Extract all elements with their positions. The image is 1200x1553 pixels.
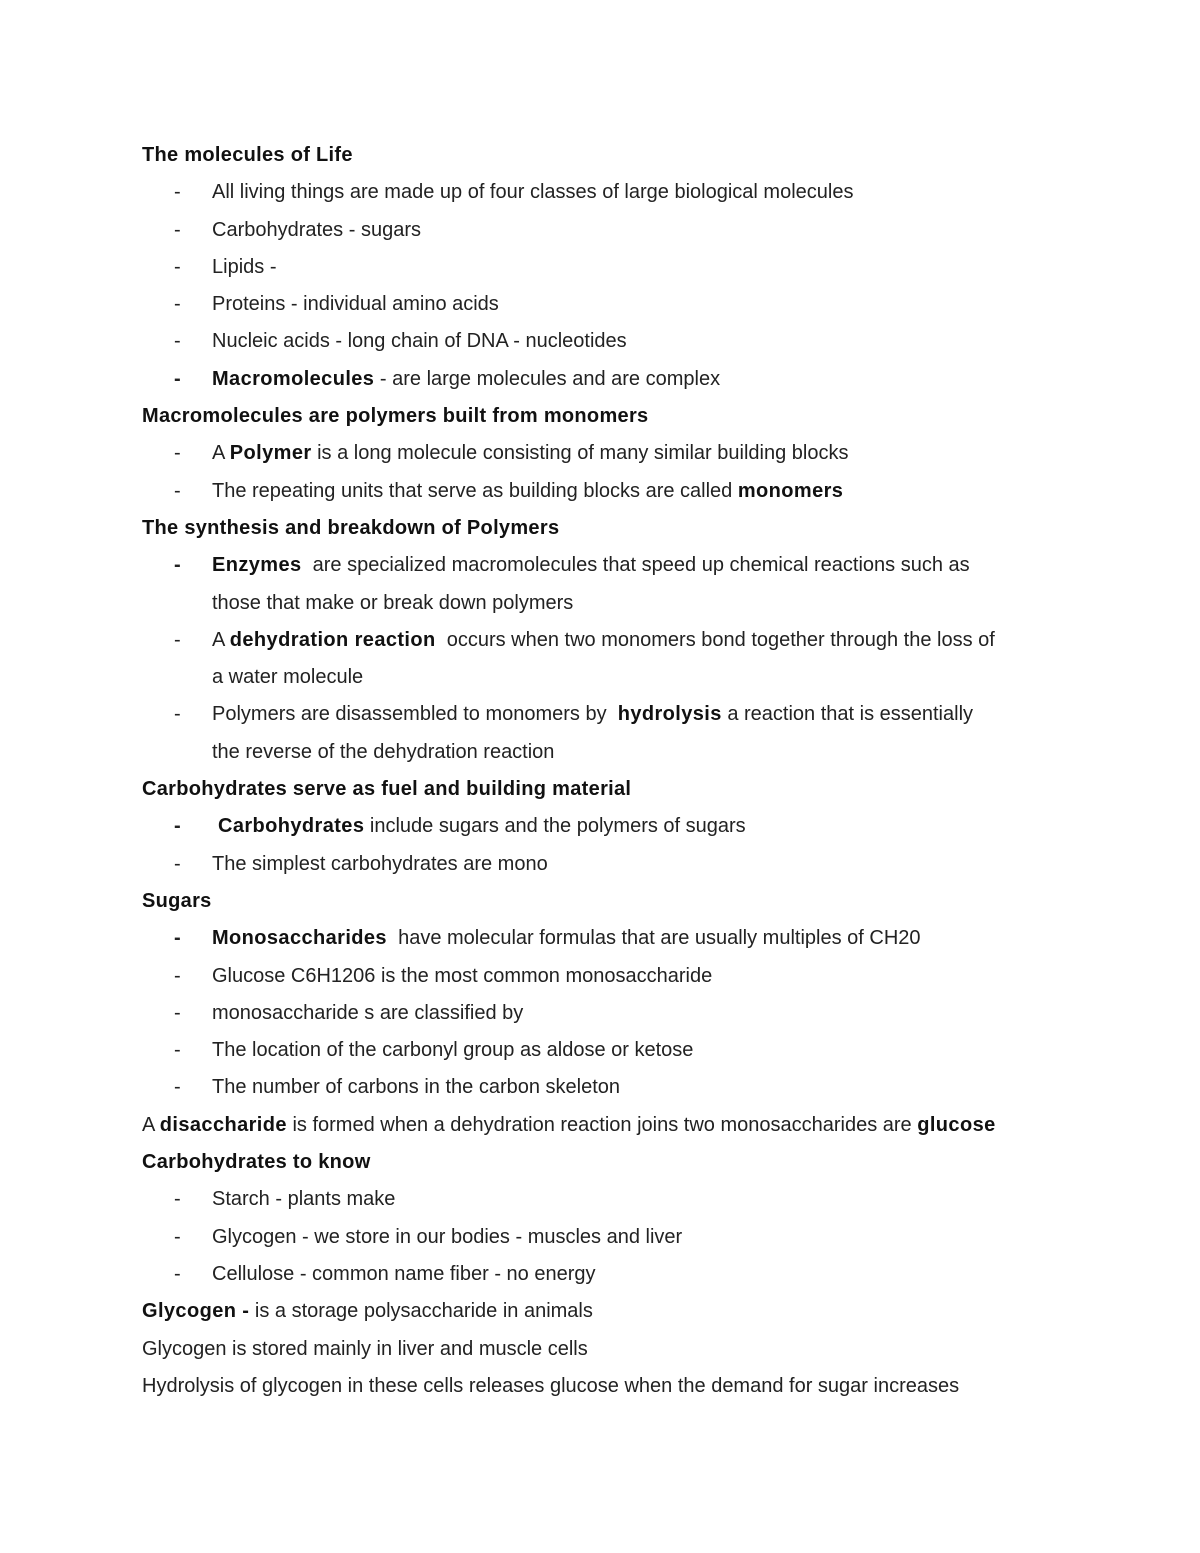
list-item: - Lipids -	[142, 249, 1072, 286]
list-item: - Glycogen - we store in our bodies - muscles and liver	[142, 1219, 1072, 1256]
bullet-dash: -	[174, 293, 181, 316]
bullet-dash: -	[174, 1262, 181, 1285]
bullet-dash: -	[174, 367, 181, 390]
bullet-dash: -	[174, 1188, 181, 1211]
heading-sugars: Sugars	[142, 889, 212, 912]
list-item: - The number of carbons in the carbon skeleton	[142, 1069, 1072, 1106]
bullet-dash: -	[174, 628, 181, 651]
term-glucose: glucose	[917, 1113, 996, 1136]
bullet-dash: -	[174, 1039, 181, 1062]
list-item: - All living things are made up of four classes of large biological molecules	[142, 174, 1072, 211]
term-disaccharide: disaccharide	[159, 1113, 287, 1136]
heading-polymers: Macromolecules are polymers built from monomers	[142, 405, 649, 428]
list-item-macromolecules: - Macromolecules - are large molecules and are complex	[142, 361, 1072, 398]
list-item-continuation: a water molecule	[212, 666, 364, 689]
list-item-hydrolysis: - Polymers are disassembled to monomers by hydrolysis a reaction that is essentially	[142, 696, 1072, 733]
term-glycogen: Glycogen -	[142, 1300, 250, 1323]
list-item-polymer: - A Polymer is a long molecule consisting of many similar building blocks	[142, 435, 1072, 472]
bullet-dash: -	[174, 181, 181, 204]
list-item: - The simplest carbohydrates are mono	[142, 846, 1072, 883]
bullet-dash: -	[174, 703, 181, 726]
list-item: - Carbohydrates - sugars	[142, 212, 1072, 249]
list-item-monomers: - The repeating units that serve as building blocks are called monomers	[142, 473, 1072, 510]
list-item-monosaccharides: - Monosaccharides have molecular formulas that are usually multiples of CH20	[142, 920, 1072, 957]
list-item-dehydration: - A dehydration reaction occurs when two monomers bond together through the loss of	[142, 622, 1072, 659]
bullet-dash: -	[174, 554, 181, 577]
term-dehydration-reaction: dehydration reaction	[229, 628, 436, 651]
document-body	[142, 137, 1072, 1405]
paragraph-disaccharide: A disaccharide is formed when a dehydration reaction joins two monosaccharides are glucose	[142, 1113, 996, 1136]
paragraph-glycogen: Glycogen - is a storage polysaccharide in animals	[142, 1300, 593, 1323]
heading-carbohydrates-fuel: Carbohydrates serve as fuel and building material	[142, 778, 632, 801]
list-item: - Nucleic acids - long chain of DNA - nucleotides	[142, 323, 1072, 360]
paragraph-line: Glycogen is stored mainly in liver and muscle cells	[142, 1337, 588, 1360]
term-polymer: Polymer	[229, 442, 312, 465]
list-item-continuation: those that make or break down polymers	[212, 591, 574, 614]
list-item: - Starch - plants make	[142, 1181, 1072, 1218]
list-item: - The location of the carbonyl group as aldose or ketose	[142, 1032, 1072, 1069]
paragraph-line: Hydrolysis of glycogen in these cells releases glucose when the demand for sugar increases	[142, 1374, 960, 1397]
list-item-continuation: the reverse of the dehydration reaction	[212, 740, 555, 763]
term-monomers: monomers	[737, 479, 844, 502]
bullet-dash: -	[174, 1225, 181, 1248]
bullet-dash: -	[174, 442, 181, 465]
bullet-dash: -	[174, 815, 181, 838]
bullet-dash: -	[174, 964, 181, 987]
list-item-enzymes: - Enzymes are specialized macromolecules that speed up chemical reactions such as	[142, 547, 1072, 584]
bullet-dash: -	[174, 255, 181, 278]
list-item-carbohydrates: - Carbohydrates include sugars and the polymers of sugars	[142, 808, 1072, 845]
list-item: - Cellulose - common name fiber - no energy	[142, 1256, 1072, 1293]
heading-carbohydrates-to-know: Carbohydrates to know	[142, 1151, 371, 1174]
term-macromolecules: Macromolecules	[212, 367, 375, 390]
term-monosaccharides: Monosaccharides	[212, 927, 387, 950]
bullet-dash: -	[174, 218, 181, 241]
term-enzymes: Enzymes	[212, 554, 302, 577]
list-item: - monosaccharide s are classified by	[142, 995, 1072, 1032]
bullet-dash: -	[174, 330, 181, 353]
heading-synthesis: The synthesis and breakdown of Polymers	[142, 516, 560, 539]
bullet-dash: -	[174, 1076, 181, 1099]
bullet-dash: -	[174, 479, 181, 502]
bullet-dash: -	[174, 1001, 181, 1024]
bullet-dash: -	[174, 927, 181, 950]
list-item: - Proteins - individual amino acids	[142, 286, 1072, 323]
bullet-dash: -	[174, 852, 181, 875]
term-carbohydrates: Carbohydrates	[218, 815, 365, 838]
list-item: - Glucose C6H1206 is the most common monosaccharide	[142, 958, 1072, 995]
heading-molecules-of-life: The molecules of Life	[142, 144, 353, 166]
term-hydrolysis: hydrolysis	[617, 703, 722, 726]
